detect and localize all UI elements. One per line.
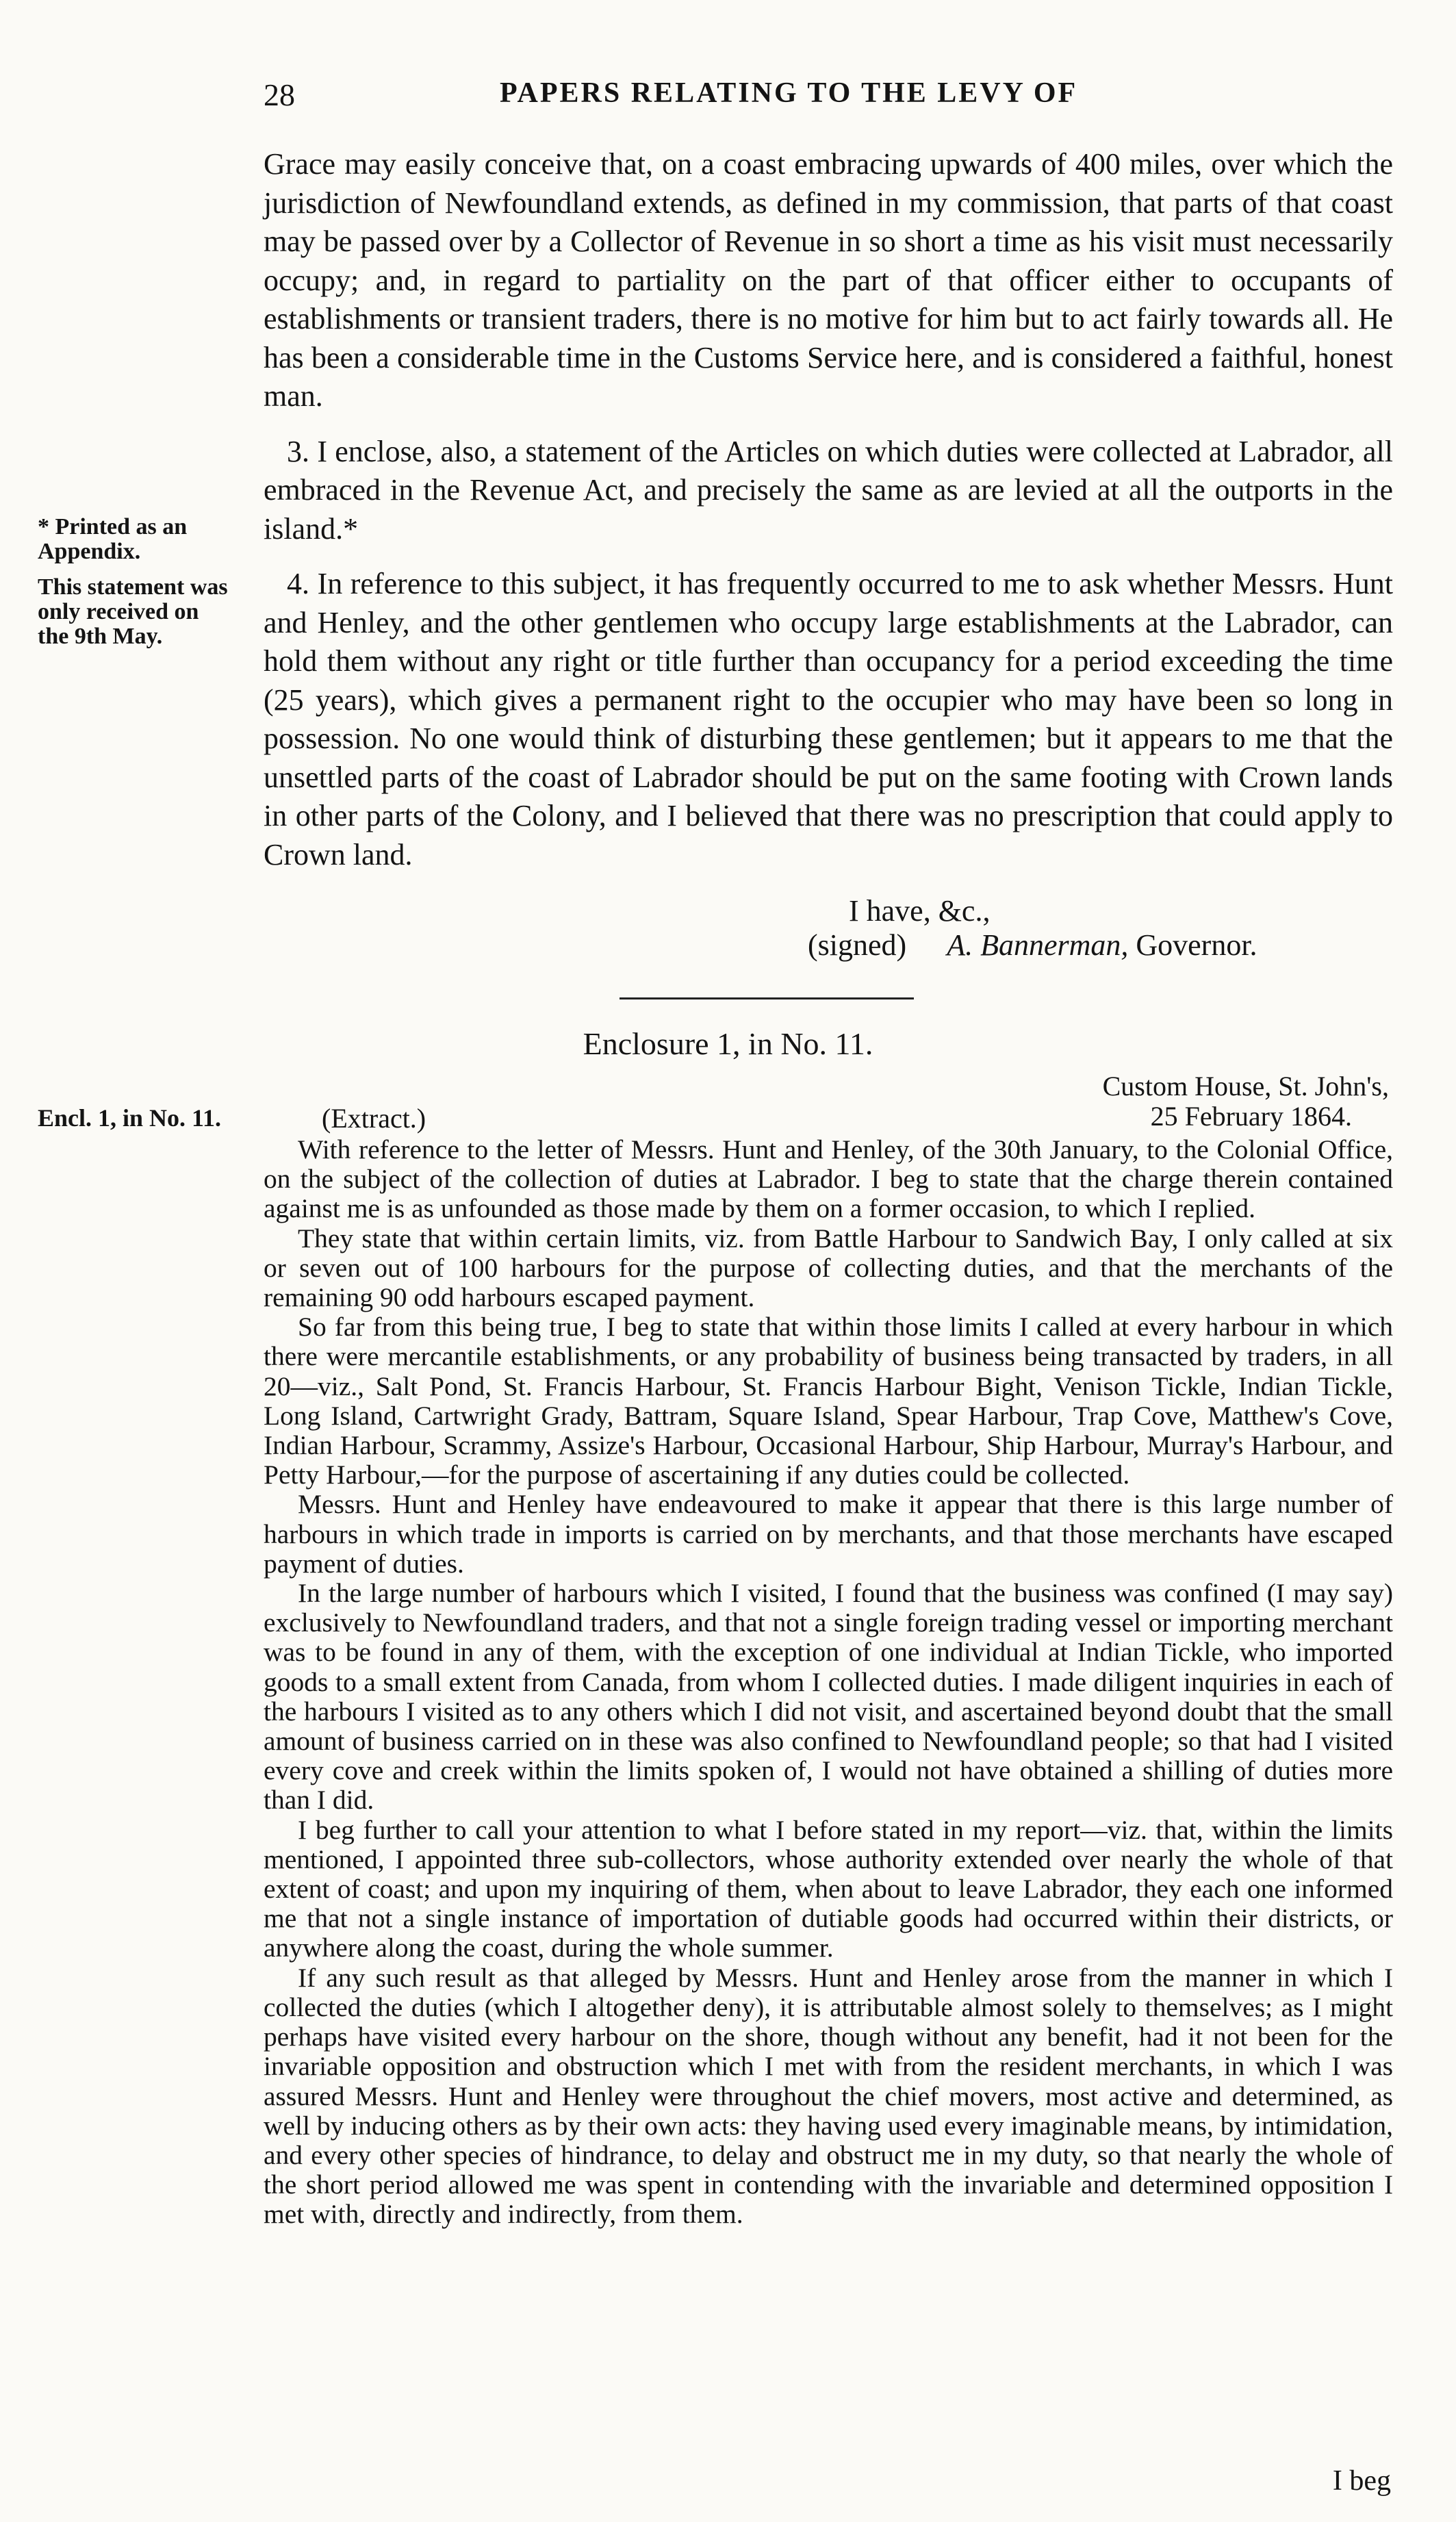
enclosure-date: 25 February 1864. — [1150, 1101, 1353, 1132]
letter-body — [264, 145, 1393, 891]
enclosure-paragraph: I beg further to call your attention to what I before stated in my report—viz. that, within the limits mentioned, I appointed three sub-collectors, whose authority extended over nearly the whole of that extent of coast; and upon my inquiring of them, when about to leave Labrador, they each one informed me that not a single instance of importation of dutiable goods had occurred within their districts, or anywhere along the coast, during the whole summer. — [264, 1814, 1393, 1963]
enclosure-paragraph: So far from this being true, I beg to state that within those limits I called at every harbour in which there were mercantile establishments, or any probability of business being transacted by traders, in all 20—viz., Salt Pond, St. Francis Harbour, St. Francis Harbour Bight, Venison Tickle, Indian Tickle, Long Island, Cartwright Grady, Battram, Square Island, Spear Harbour, Trap Cove, Matthew's Cove, Indian Harbour, Scrammy, Assize's Harbour, Occasional Harbour, Ship Harbour, Murray's Harbour, and Petty Harbour,—for the purpose of ascertaining if any duties could be collected. — [264, 1312, 1393, 1490]
page-number: 28 — [264, 77, 295, 112]
signatory-title: Governor. — [1136, 928, 1257, 962]
enclosure-paragraph: Messrs. Hunt and Henley have endeavoured to make it appear that there is this large number of harbours in which trade in imports is carried on by merchants, and that those merchants have escaped payment of duties. — [264, 1489, 1393, 1579]
signatory-name: A. Bannerman, — [947, 928, 1129, 962]
letter-paragraph: 3. I enclose, also, a statement of the Articles on which duties were collected at Labrador, all embraced in the Revenue Act, and precisely the same as are levied at all the outports in the island.* — [264, 434, 1393, 546]
enclosure-paragraph: If any such result as that alleged by Messrs. Hunt and Henley arose from the manner in which I collected the duties (which I altogether deny), it is attributable almost solely to themselves; as I might perhaps have visited every harbour on the shore, though without any benefit, had it not been for the invariable opposition and obstruction which I met with from the resident merchants, in which I was assured Messrs. Hunt and Henley were throughout the chief movers, most active and determined, as well by inducing others as by their own acts: they having used every imaginable means, by intimidation, and every other species of hindrance, to delay and obstruct me in my duty, so that nearly the whole of the short period allowed me was spent in contending with the invariable and determined opposition I met with, directly and indirectly, from them. — [264, 1962, 1393, 2230]
page-header — [264, 77, 1393, 118]
margin-note-line: * Printed as an — [38, 514, 188, 539]
enclosure-dateline — [1103, 1071, 1389, 1132]
margin-note-line: Appendix. — [38, 539, 141, 564]
enclosure-title: Enclosure 1, in No. 11. — [583, 1026, 873, 1061]
enclosure-paragraph: They state that within certain limits, viz. from Battle Harbour to Sandwich Bay, I only called at six or seven out of 100 harbours for the purpose of collecting duties, and that the merchants of the remaining 90 odd harbours escaped payment. — [264, 1223, 1393, 1313]
margin-note-line: only received on — [38, 599, 199, 624]
section-divider — [620, 997, 914, 999]
enclosure-body — [264, 1135, 1393, 2230]
catchword: I beg — [1332, 2465, 1391, 2497]
letter-signature — [808, 928, 1257, 963]
margin-note-enclosure — [38, 1106, 243, 1130]
margin-note-line: This statement was — [38, 574, 228, 600]
letter-paragraph: Grace may easily conceive that, on a coast embracing upwards of 400 miles, over which the jurisdiction of Newfoundland extends, as defined in my commission, that parts of that coast may be passed over by a Collector of Revenue in so short a time as his visit must necessarily occupy; and, in regard to partiality on the part of that officer either to occupants of establishments or transient traders, there is no motive for him but to act fairly towards all. He has been a considerable time in the Customs Service here, and is considered a faithful, honest man. — [264, 147, 1393, 413]
margin-note-line: the 9th May. — [38, 624, 163, 649]
margin-note-appendix — [38, 515, 243, 564]
margin-note-line: Encl. 1, in No. 11. — [38, 1104, 222, 1132]
letter-closing: I have, &c., — [849, 894, 991, 928]
signed-label: (signed) — [808, 928, 907, 962]
extract-label: (Extract.) — [322, 1103, 426, 1134]
margin-note-received — [38, 575, 243, 649]
letter-paragraph: 4. In reference to this subject, it has frequently occurred to me to ask whether Messrs. Hunt and Henley, and the other gentlemen who occupy large establishments at the Labrador, can hold them without any right or title further than occupancy for a period exceeding the time (25 years), which gives a permanent right to the occupier who may have been so long in possession. No one would think of disturbing these gentlemen; but it appears to me that the unsettled parts of the coast of Labrador should be put on the same footing with Crown lands in other parts of the Colony, and I believed that there was no prescription that could apply to Crown land. — [264, 567, 1393, 871]
enclosure-paragraph: With reference to the letter of Messrs. Hunt and Henley, of the 30th January, to the Colonial Office, on the subject of the collection of duties at Labrador. I beg to state that the charge therein contained against me is as unfounded as those made by them on a former occasion, to which I replied. — [264, 1134, 1393, 1224]
enclosure-paragraph: In the large number of harbours which I visited, I found that the business was confined (I may say) exclusively to Newfoundland traders, and that not a single foreign trading vessel or importing merchant was to be found in any of them, with the exception of one individual at Indian Tickle, who imported goods to a small extent from Canada, from whom I collected duties. I made diligent inquiries in each of the harbours I visited as to any others which I did not visit, and ascertained beyond doubt that the small amount of business carried on in these was also confined to Newfoundland people; so that had I visited every cove and creek within the limits spoken of, I would not have obtained a shilling of duties more than I did. — [264, 1578, 1393, 1816]
enclosure-place: Custom House, St. John's, — [1102, 1071, 1389, 1101]
running-head: PAPERS RELATING TO THE LEVY OF — [500, 77, 1078, 109]
